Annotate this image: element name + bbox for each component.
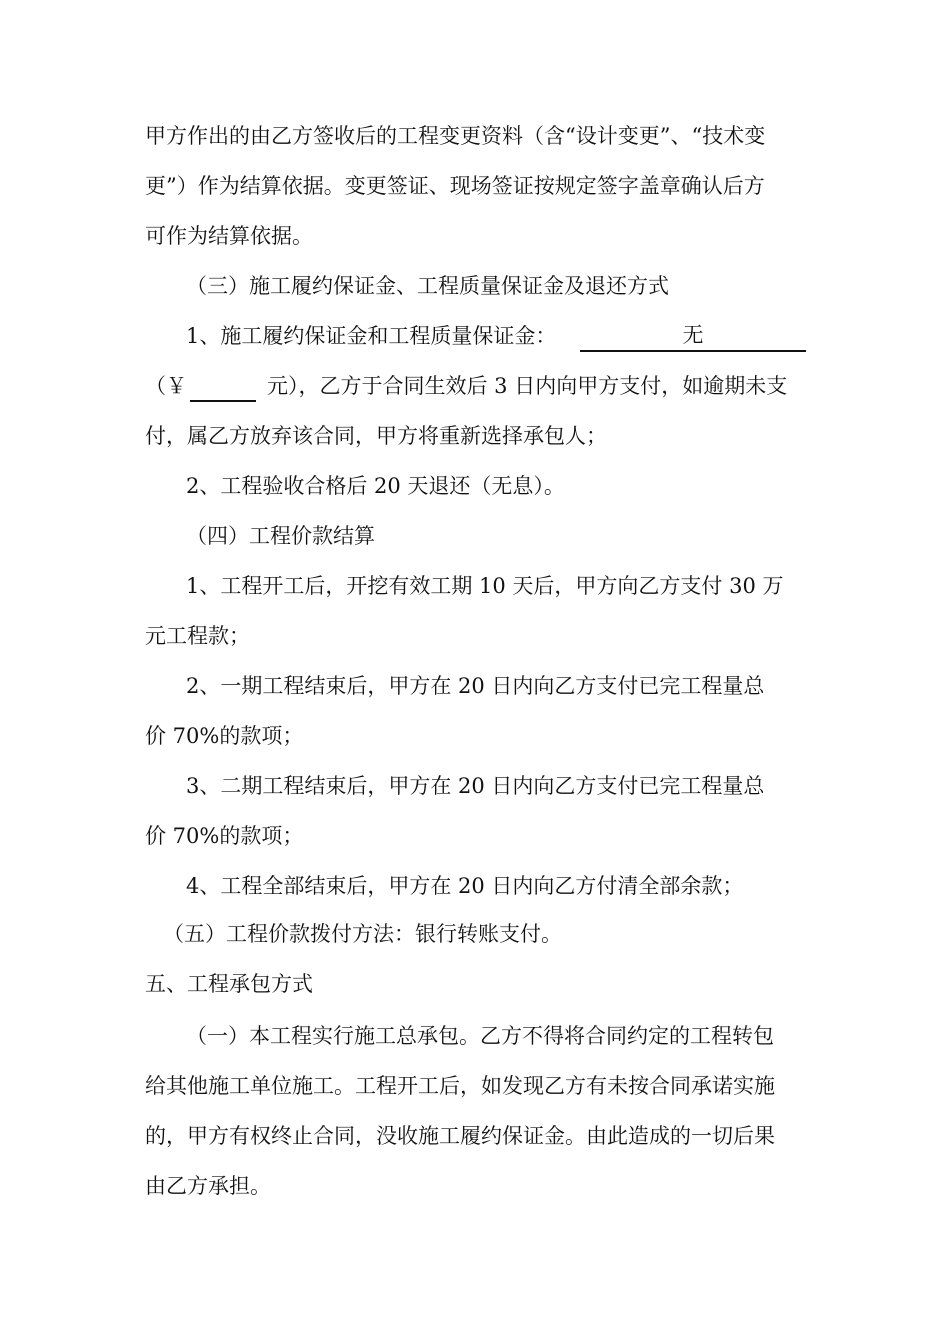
paragraph-line: （一）本工程实行施工总承包。乙方不得将合同约定的工程转包 xyxy=(186,1024,774,1048)
paragraph-line: 元工程款； xyxy=(145,624,250,648)
section-heading: （五）工程价款拨付方法：银行转账支付。 xyxy=(163,922,562,946)
section-heading: （三）施工履约保证金、工程质量保证金及退还方式 xyxy=(186,274,669,298)
paragraph-line: 更”）作为结算依据。变更签证、现场签证按规定签字盖章确认后方 xyxy=(145,174,765,198)
paragraph-line: 3、二期工程结束后，甲方在 20 日内向乙方支付已完工程量总 xyxy=(186,774,765,798)
paragraph-line: 给其他施工单位施工。工程开工后，如发现乙方有未按合同承诺实施 xyxy=(145,1074,775,1098)
yen-blank xyxy=(190,370,256,402)
paragraph-line: 价 70%的款项； xyxy=(145,824,304,848)
paragraph-line: 1、工程开工后，开挖有效工期 10 天后，甲方向乙方支付 30 万 xyxy=(186,574,784,598)
deposit-blank xyxy=(580,320,806,352)
paragraph-line: 可作为结算依据。 xyxy=(145,224,313,248)
paragraph-line: 的，甲方有权终止合同，没收施工履约保证金。由此造成的一切后果 xyxy=(145,1124,775,1148)
paragraph-line: 2、工程验收合格后 20 天退还（无息）。 xyxy=(186,474,565,498)
paragraph-line: 价 70%的款项； xyxy=(145,724,304,748)
section-heading: （四）工程价款结算 xyxy=(186,524,375,548)
yen-line xyxy=(145,366,825,406)
paragraph-line: 甲方作出的由乙方签收后的工程变更资料（含“设计变更”、“技术变 xyxy=(145,124,766,148)
paragraph-line: 4、工程全部结束后，甲方在 20 日内向乙方付清全部余款； xyxy=(186,874,744,898)
yen-prefix: （￥ xyxy=(145,374,187,398)
chapter-heading: 五、工程承包方式 xyxy=(145,972,313,996)
paragraph-line: 由乙方承担。 xyxy=(145,1174,271,1198)
deposit-value: 无 xyxy=(682,323,704,347)
deposit-line xyxy=(186,316,826,356)
yen-suffix: 元），乙方于合同生效后 3 日内向甲方支付，如逾期未支 xyxy=(267,374,788,398)
paragraph-line: 付，属乙方放弃该合同，甲方将重新选择承包人； xyxy=(145,424,607,448)
paragraph-line: 2、一期工程结束后，甲方在 20 日内向乙方支付已完工程量总 xyxy=(186,674,765,698)
deposit-label: 1、施工履约保证金和工程质量保证金： xyxy=(186,324,557,348)
